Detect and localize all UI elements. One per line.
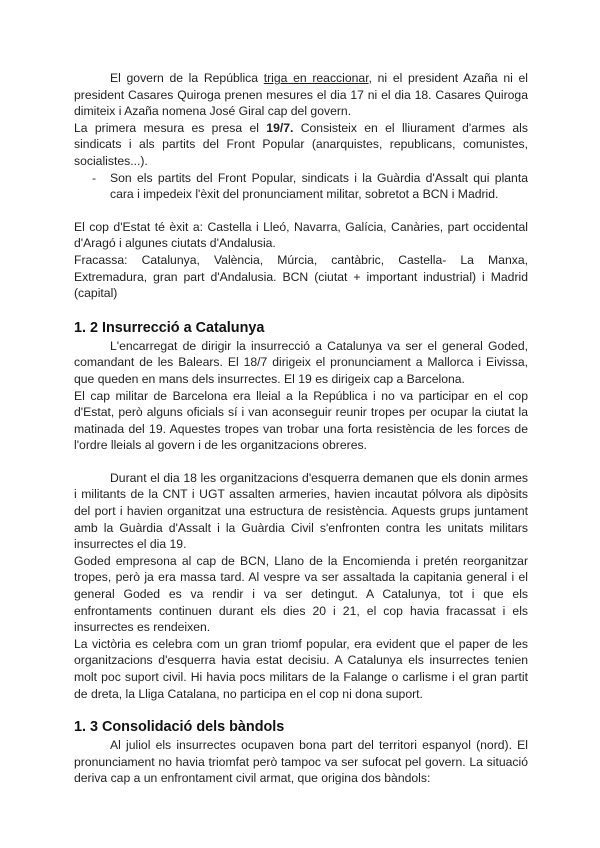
section-heading-sides: 1. 3 Consolidació dels bàndols: [74, 719, 285, 736]
text-span: El govern de la República: [110, 71, 264, 85]
text-span: , ni el president Azaña ni el president Casares Quiroga prenen mesures el dia 17 ni el dia 18. Casares Quiroga dimiteix i Azaña nomena José Giral cap del govern.: [74, 71, 528, 119]
text-span: La primera mesura es presa el: [74, 120, 267, 135]
bullet-item: [92, 170, 528, 203]
bold-date: 19/7.: [266, 120, 294, 135]
paragraph-victory: La victòria es celebra com un gran triomf popular, era evident que el paper de les organitzacions d'esquerra havia estat decisiu. A Catalunya els insurrectes tenien molt poc suport civil. Hi havia pocs militars de la Falange o carlisme i el gran partit de dreta, la Lliga Catalana, no participa en el cop ni dona suport.: [74, 636, 528, 701]
paragraph-coup-success: El cop d'Estat té èxit a: Castella i Lleó, Navarra, Galícia, Canàries, part occidental d'Aragó i algunes ciutats d'Andalusia.: [74, 219, 528, 251]
paragraph-two-sides: Al juliol els insurrectes ocupaven bona part del territori espanyol (nord). El pronunciament no havia triomfat però tampoc va ser sufocat pel govern. La situació deriva cap a un enfrontament civil armat, que origina dos bàndols:: [74, 738, 528, 786]
paragraph-goded-surrender: Goded empresona al cap de BCN, Llano de la Encomienda i pretén reorganitzar tropes, però ja era massa tard. Al vespre va ser assaltada la capitania general i el general Goded es va rendir i va ser detingut. A Catalunya, tot i que els enfrontaments continuen durant els dies 20 i 21, el cop havia fracassat i els insurrectes es rendeixen.: [74, 553, 528, 635]
paragraph-government-reaction: [74, 70, 528, 120]
spacer: [74, 454, 528, 470]
underlined-phrase: triga en reaccionar: [263, 71, 369, 85]
paragraph-goded: L'encarregat de dirigir la insurrecció a Catalunya va ser el general Goded, comandant de les Balears. El 18/7 dirigeix el pronunciament a Mallorca i Eivissa, que queden en mans dels insurrectes. El 19 es dirigeix cap a Barcelona.: [74, 338, 528, 386]
section-heading-catalonia: 1. 2 Insurrecció a Catalunya: [74, 319, 265, 336]
paragraph-coup-failure: Fracassa: Catalunya, València, Múrcia, cantàbric, Castella- La Manxa, Extremadura, gran part d'Andalusia. BCN (ciutat + important industrial) i Madrid (capital): [74, 252, 528, 301]
spacer: [74, 302, 528, 318]
spacer: [74, 203, 528, 219]
spacer: [74, 702, 528, 717]
paragraph-left-organizations: Durant el dia 18 les organitzacions d'esquerra demanen que els donin armes i militants de la CNT i UGT assalten armeries, havien incautat pólvora als dipòsits del port i havien organitzat una estructura de resistència. Aquests grups juntament amb la Guàrdia d'Assalt i la Guàrdia Civil s'enfronten contra les unitats militars insurrectes el dia 19.: [74, 470, 528, 552]
paragraph-barcelona-military: El cap militar de Barcelona era lleial a la República i no va participar en el cop d'Estat, però alguns oficials sí i van aconseguir reunir tropes per ocupar la ciutat la matinada del 19. Aquestes tropes van trobar una forta resistència de les forces de l'ordre lleials al govern i de les organitzacions obreres.: [74, 388, 528, 453]
bullet-text: Son els partits del Front Popular, sindicats i la Guàrdia d'Assalt qui planta cara i impedeix l'èxit del pronunciament militar, sobretot a BCN i Madrid.: [110, 170, 528, 202]
paragraph-first-measure: [74, 120, 528, 170]
document-page: [74, 70, 528, 787]
bullet-dash: -: [92, 170, 97, 185]
text-span: Consisteix en el lliurament d'armes als sindicats i als partits del Front Popular (anarquistes, republicans, comunistes, socialistes...).: [74, 120, 528, 168]
